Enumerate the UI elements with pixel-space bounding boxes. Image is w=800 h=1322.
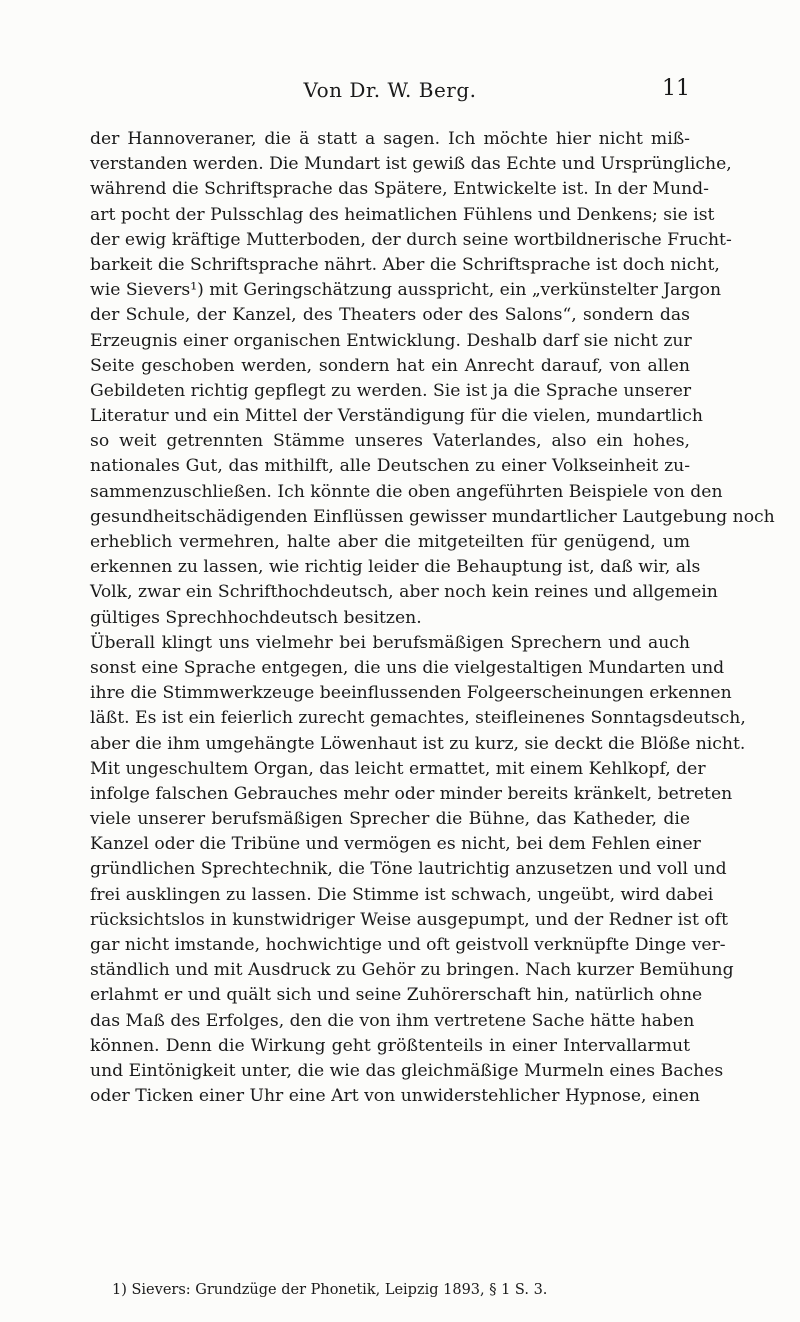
text-line: art pocht der Pulsschlag des heimatlichen Fühlens und Denkens; sie ist xyxy=(90,204,715,225)
text-line: gar nicht imstande, hochwichtige und oft geistvoll verknüpfte Dinge ver- xyxy=(90,935,726,955)
text-line: Mit ungeschultem Organ, das leicht ermattet, mit einem Kehlkopf, der xyxy=(90,758,706,779)
paragraph-start-line: Überall klingt uns vielmehr bei berufsmäßigen Sprechern und auch xyxy=(90,632,690,653)
text-line: frei ausklingen zu lassen. Die Stimme ist schwach, ungeübt, wird dabei xyxy=(90,884,714,905)
footnote: 1) Sievers: Grundzüge der Phonetik, Leipzig 1893, § 1 S. 3. xyxy=(112,1282,548,1298)
text-line: sammenzuschließen. Ich könnte die oben angeführten Beispiele von den xyxy=(90,481,723,502)
text-line: ihre die Stimmwerkzeuge beeinflussenden Folgeerscheinungen erkennen xyxy=(90,683,732,704)
text-line: das Maß des Erfolges, den die von ihm vertretene Sache hätte haben xyxy=(90,1010,695,1031)
text-line: sonst eine Sprache entgegen, die uns die vielgestaltigen Mundarten und xyxy=(90,657,725,678)
text-line: gründlichen Sprechtechnik, die Töne lautrichtig anzusetzen und voll und xyxy=(90,859,727,880)
text-line: oder Ticken einer Uhr eine Art von unwiderstehlicher Hypnose, einen xyxy=(90,1086,700,1107)
running-title: Von Dr. W. Berg. xyxy=(303,78,477,102)
text-line: gesundheitschädigenden Einflüssen gewisser mundartlicher Lautgebung noch xyxy=(90,506,775,527)
text-line: Volk, zwar ein Schrifthochdeutsch, aber noch kein reines und allgemein xyxy=(90,582,718,603)
text-line: während die Schriftsprache das Spätere, Entwickelte ist. In der Mund- xyxy=(90,179,709,200)
running-head xyxy=(90,78,690,104)
text-line: der Schule, der Kanzel, des Theaters oder des Salons“, sondern das xyxy=(90,305,690,326)
page-number: 11 xyxy=(662,76,690,101)
text-line: können. Denn die Wirkung geht größtenteils in einer Intervallarmut xyxy=(90,1035,690,1056)
text-line: erlahmt er und quält sich und seine Zuhörerschaft hin, natürlich ohne xyxy=(90,985,703,1006)
text-line: Literatur und ein Mittel der Verständigung für die vielen, mundartlich xyxy=(90,406,703,427)
text-line: und Eintönigkeit unter, die wie das gleichmäßige Murmeln eines Baches xyxy=(90,1060,724,1081)
text-line: Seite geschoben werden, sondern hat ein Anrecht darauf, von allen xyxy=(90,355,690,376)
text-line: erheblich vermehren, halte aber die mitgeteilten für genügend, um xyxy=(90,532,690,552)
text-line: Erzeugnis einer organischen Entwicklung. Deshalb darf sie nicht zur xyxy=(90,330,692,351)
text-line: Gebildeten richtig gepflegt zu werden. Sie ist ja die Sprache unserer xyxy=(90,380,692,401)
text-line: ständlich und mit Ausdruck zu Gehör zu bringen. Nach kurzer Bemühung xyxy=(90,960,734,981)
text-line: verstanden werden. Die Mundart ist gewiß das Echte und Ursprüngliche, xyxy=(90,154,732,175)
text-line: viele unserer berufsmäßigen Sprecher die Bühne, das Katheder, die xyxy=(90,809,690,830)
text-line: so weit getrennten Stämme unseres Vaterlandes, also ein hohes, xyxy=(90,431,690,452)
text-line: wie Sievers¹) mit Geringschätzung ausspricht, ein „verkünstelter Jargon xyxy=(90,280,722,301)
text-line: aber die ihm umgehängte Löwenhaut ist zu kurz, sie deckt die Blöße nicht. xyxy=(90,733,746,754)
text-line: barkeit die Schriftsprache nährt. Aber die Schriftsprache ist doch nicht, xyxy=(90,254,720,275)
text-line: rücksichtslos in kunstwidriger Weise ausgepumpt, und der Redner ist oft xyxy=(90,909,728,930)
body-text xyxy=(90,127,775,1109)
text-line: Kanzel oder die Tribüne und vermögen es nicht, bei dem Fehlen einer xyxy=(90,834,701,855)
text-line: infolge falschen Gebrauches mehr oder minder bereits kränkelt, betreten xyxy=(90,783,733,804)
text-line: der Hannoveraner, die ä statt a sagen. Ich möchte hier nicht miß- xyxy=(90,129,690,149)
text-line: der ewig kräftige Mutterboden, der durch seine wortbildnerische Frucht- xyxy=(90,229,732,250)
text-line: erkennen zu lassen, wie richtig leider die Behauptung ist, daß wir, als xyxy=(90,557,701,578)
text-line: läßt. Es ist ein feierlich zurecht gemachtes, steifleinenes Sonntagsdeutsch, xyxy=(90,708,746,729)
paragraph-end-line: gültiges Sprechhochdeutsch besitzen. xyxy=(90,607,422,628)
text-line: nationales Gut, das mithilft, alle Deutschen zu einer Volkseinheit zu- xyxy=(90,456,690,477)
